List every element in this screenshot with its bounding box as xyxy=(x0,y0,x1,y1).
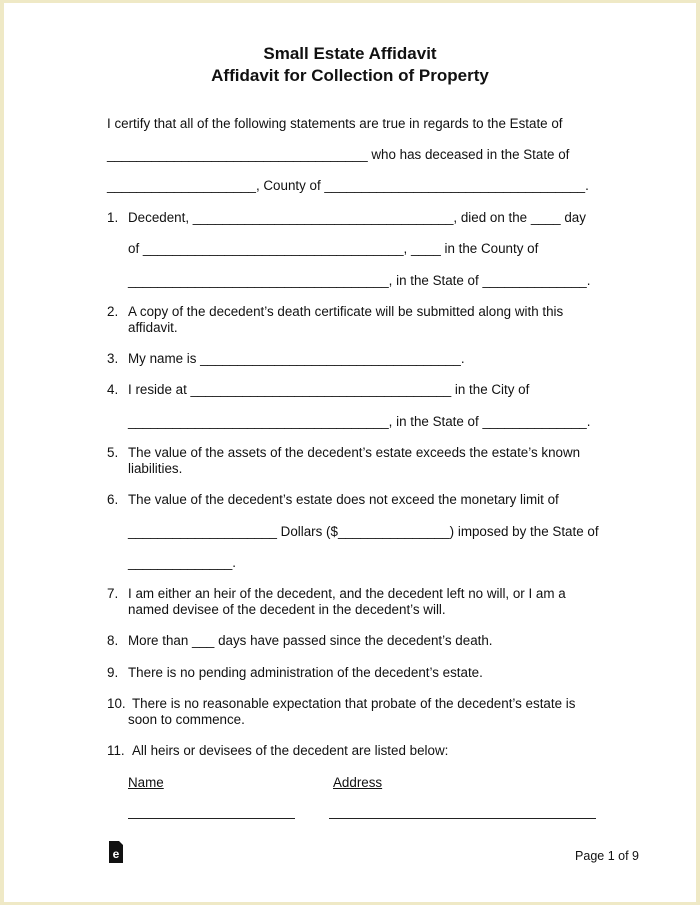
item-7-line-1: I am either an heir of the decedent, and the decedent left no will, or I am a xyxy=(128,586,566,601)
document-page xyxy=(4,3,696,902)
heirs-name-header: Name xyxy=(128,775,164,790)
item-7-number: 7. xyxy=(107,586,119,601)
intro-line-3: ____________________, County of ___________________________________. xyxy=(107,178,589,193)
item-10-line-2: soon to commence. xyxy=(128,712,245,727)
item-10-number: 10. xyxy=(107,696,126,711)
item-6-line-3: ______________. xyxy=(128,555,236,570)
item-8-number: 8. xyxy=(107,633,119,648)
item-3-line-1: My name is ___________________________________. xyxy=(128,351,465,366)
item-6-number: 6. xyxy=(107,492,119,507)
item-4-line-1: I reside at ___________________________________ in the City of xyxy=(128,382,530,397)
page-number: Page 1 of 9 xyxy=(575,849,639,863)
item-4-number: 4. xyxy=(107,382,119,397)
item-2-number: 2. xyxy=(107,304,119,319)
document-subtitle: Affidavit for Collection of Property xyxy=(211,66,489,85)
item-7-line-2: named devisee of the decedent in the decedent’s will. xyxy=(128,602,446,617)
item-3-number: 3. xyxy=(107,351,119,366)
document-title: Small Estate Affidavit xyxy=(263,44,437,63)
heir-name-blank[interactable] xyxy=(128,818,295,819)
item-9-number: 9. xyxy=(107,665,119,680)
item-2-line-2: affidavit. xyxy=(128,320,178,335)
item-1-line-2: of ___________________________________, ____ in the County of xyxy=(128,241,539,256)
item-1-line-1: Decedent, ___________________________________, died on the ____ day xyxy=(128,210,586,225)
item-9-line-1: There is no pending administration of the decedent’s estate. xyxy=(128,665,483,680)
item-1-line-3: ___________________________________, in the State of ______________. xyxy=(128,273,591,288)
intro-line-2: ___________________________________ who has deceased in the State of xyxy=(107,147,570,162)
eforms-logo-icon xyxy=(109,841,123,863)
item-4-line-2: ___________________________________, in the State of ______________. xyxy=(128,414,591,429)
svg-text:e: e xyxy=(112,847,120,861)
item-8-line-1: More than ___ days have passed since the decedent’s death. xyxy=(128,633,493,648)
item-5-number: 5. xyxy=(107,445,119,460)
item-2-line-1: A copy of the decedent’s death certificate will be submitted along with this xyxy=(128,304,564,319)
item-10-line-1: There is no reasonable expectation that probate of the decedent’s estate is xyxy=(132,696,576,711)
item-11-number: 11. xyxy=(107,743,125,758)
heirs-address-header: Address xyxy=(333,775,383,790)
heir-address-blank[interactable] xyxy=(329,818,596,819)
item-5-line-2: liabilities. xyxy=(128,461,183,476)
item-6-line-1: The value of the decedent’s estate does not exceed the monetary limit of xyxy=(128,492,559,507)
item-5-line-1: The value of the assets of the decedent’s estate exceeds the estate’s known xyxy=(128,445,581,460)
item-11-line-1: All heirs or devisees of the decedent are listed below: xyxy=(132,743,449,758)
item-1-number: 1. xyxy=(107,210,119,225)
intro-line-1: I certify that all of the following statements are true in regards to the Estate of xyxy=(107,116,563,131)
item-6-line-2: ____________________ Dollars ($_______________) imposed by the State of xyxy=(128,524,599,539)
